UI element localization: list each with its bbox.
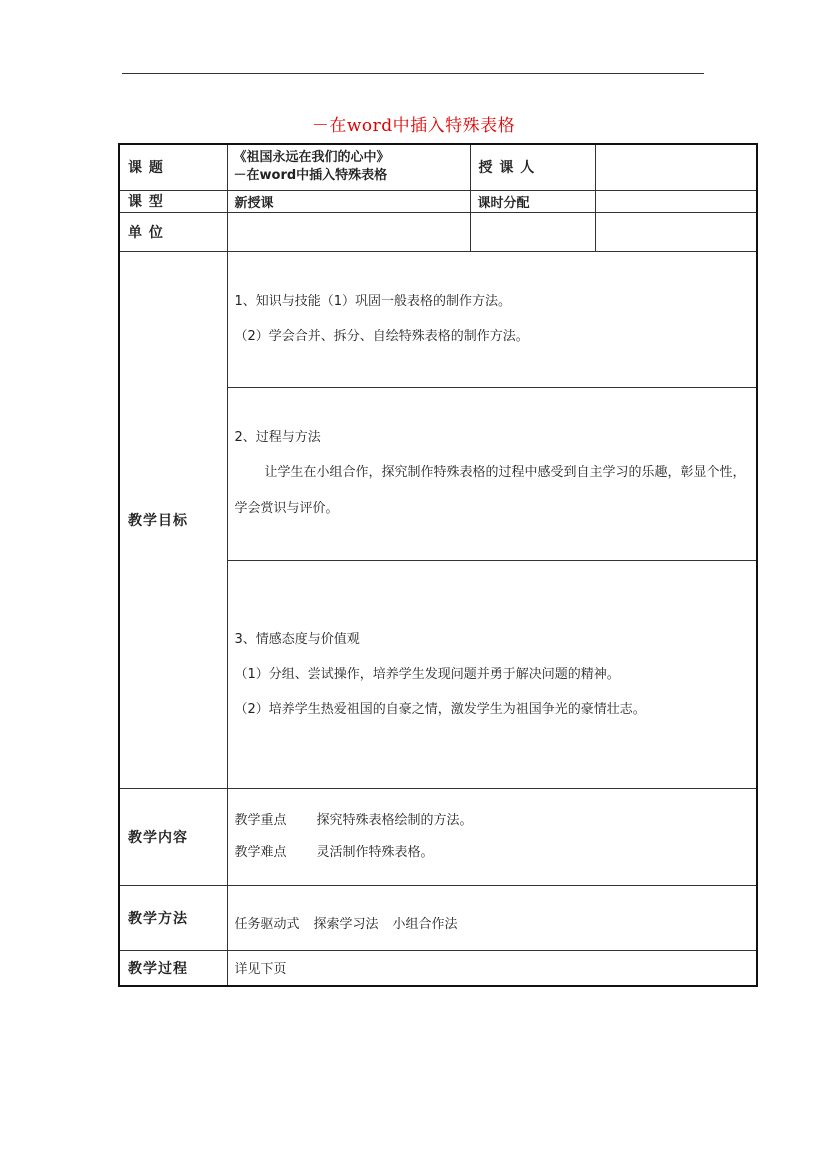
key-point-line [228, 805, 757, 837]
document-title: －在word中插入特殊表格 [311, 116, 516, 136]
key-point-value: 探究特殊表格绘制的方法。 [316, 812, 473, 828]
method-value-3: 小组合作法 [392, 917, 458, 932]
objective2-title: 2、过程与方法 [234, 430, 321, 445]
objective-2 [227, 387, 757, 560]
unit-label: 单 位 [119, 212, 227, 251]
unit-extra-1 [470, 212, 595, 251]
lesson-plan-table [118, 143, 758, 987]
row-process [119, 950, 757, 986]
row-type [119, 190, 757, 212]
objective3-title: 3、情感态度与价值观 [234, 631, 360, 647]
difficulty-line [228, 837, 757, 869]
objective2-text: 让学生在小组合作，探究制作特殊表格的过程中感受到自主学习的乐趣，彰显个性，学会赏识与评价。 [234, 465, 746, 516]
hours-value [595, 190, 757, 212]
objective-1 [227, 251, 757, 387]
process-value: 详见下页 [227, 950, 757, 986]
row-unit [119, 212, 757, 251]
objective1-line1: 1、知识与技能（1）巩固一般表格的制作方法。 [234, 294, 512, 309]
course-title-line1: 《祖国永远在我们的心中》 [233, 150, 390, 166]
objective-3 [227, 560, 757, 788]
row-content [119, 788, 757, 885]
unit-extra-2 [595, 212, 757, 251]
objectives-label: 教学目标 [119, 251, 227, 788]
row-method [119, 885, 757, 950]
type-value: 新授课 [227, 190, 470, 212]
hours-label: 课时分配 [470, 190, 595, 212]
course-title-line2: －在word中插入特殊表格 [233, 168, 388, 184]
row-course [119, 144, 757, 190]
key-point-label: 教学重点 [234, 812, 287, 828]
teacher-value [595, 144, 757, 190]
difficulty-value: 灵活制作特殊表格。 [316, 844, 434, 860]
method-label: 教学方法 [119, 885, 227, 950]
row-objective-1 [119, 251, 757, 387]
header-rule [122, 73, 704, 74]
objective3-line2: （2）培养学生热爱祖国的自豪之情，激发学生为祖国争光的豪情壮志。 [234, 701, 646, 717]
method-value [227, 885, 757, 950]
unit-value [227, 212, 470, 251]
course-title [227, 144, 470, 190]
method-value-2: 探索学习法 [313, 917, 379, 932]
method-value-1: 任务驱动式 [234, 917, 300, 932]
process-label: 教学过程 [119, 950, 227, 986]
course-label: 课 题 [119, 144, 227, 190]
objective3-line1: （1）分组、尝试操作，培养学生发现问题并勇于解决问题的精神。 [234, 666, 620, 682]
objective1-line2: （2）学会合并、拆分、自绘特殊表格的制作方法。 [234, 329, 529, 344]
content-label: 教学内容 [119, 788, 227, 885]
type-label: 课 型 [119, 190, 227, 212]
teacher-label: 授 课 人 [470, 144, 595, 190]
difficulty-label: 教学难点 [234, 844, 287, 860]
content-cell [227, 788, 757, 885]
